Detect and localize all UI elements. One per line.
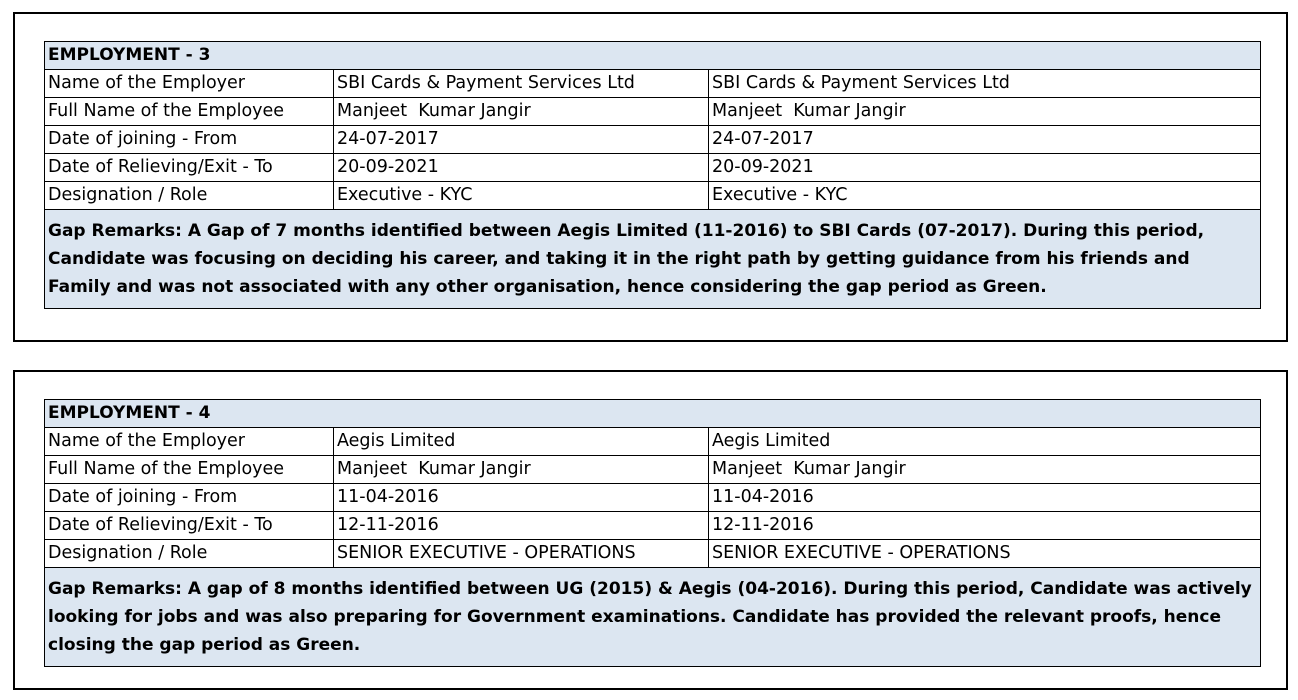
row-label: Full Name of the Employee xyxy=(45,98,334,126)
remarks-row xyxy=(45,568,1261,667)
row-value-1: 20-09-2021 xyxy=(334,154,709,182)
row-value-1: Manjeet Kumar Jangir xyxy=(334,98,709,126)
row-value-2: 11-04-2016 xyxy=(709,484,1261,512)
row-label: Date of joining - From xyxy=(45,484,334,512)
row-value-2: Aegis Limited xyxy=(709,428,1261,456)
row-value-1: 24-07-2017 xyxy=(334,126,709,154)
row-value-1: SENIOR EXECUTIVE - OPERATIONS xyxy=(334,540,709,568)
table-row xyxy=(45,512,1261,540)
section-header-row xyxy=(45,400,1261,428)
row-label: Date of Relieving/Exit - To xyxy=(45,154,334,182)
table-row xyxy=(45,428,1261,456)
table-row xyxy=(45,456,1261,484)
table-row xyxy=(45,70,1261,98)
employment-3-table xyxy=(44,41,1261,309)
remarks-row xyxy=(45,210,1261,309)
row-value-2: SENIOR EXECUTIVE - OPERATIONS xyxy=(709,540,1261,568)
row-value-2: Manjeet Kumar Jangir xyxy=(709,98,1261,126)
table-row xyxy=(45,540,1261,568)
section-title: EMPLOYMENT - 3 xyxy=(45,42,1261,70)
table-row xyxy=(45,98,1261,126)
row-value-1: 11-04-2016 xyxy=(334,484,709,512)
row-value-2: SBI Cards & Payment Services Ltd xyxy=(709,70,1261,98)
section-header-row xyxy=(45,42,1261,70)
employment-4-panel xyxy=(13,370,1288,690)
table-row xyxy=(45,484,1261,512)
row-value-2: 24-07-2017 xyxy=(709,126,1261,154)
employment-4-table xyxy=(44,399,1261,667)
section-title: EMPLOYMENT - 4 xyxy=(45,400,1261,428)
row-value-1: SBI Cards & Payment Services Ltd xyxy=(334,70,709,98)
row-value-2: 12-11-2016 xyxy=(709,512,1261,540)
row-value-2: Executive - KYC xyxy=(709,182,1261,210)
row-label: Date of joining - From xyxy=(45,126,334,154)
gap-remarks: Gap Remarks: A Gap of 7 months identified between Aegis Limited (11-2016) to SBI Cards (07-2017). During this period, Candidate was focusing on deciding his career, and taking it in the right path by getting guidance from his friends and Family and was not associated with any other organisation, hence considering the gap period as Green. xyxy=(45,210,1261,309)
row-label: Name of the Employer xyxy=(45,70,334,98)
table-row xyxy=(45,182,1261,210)
row-value-1: Executive - KYC xyxy=(334,182,709,210)
row-value-1: Manjeet Kumar Jangir xyxy=(334,456,709,484)
employment-3-panel xyxy=(13,12,1288,342)
row-label: Name of the Employer xyxy=(45,428,334,456)
row-value-2: 20-09-2021 xyxy=(709,154,1261,182)
row-value-1: Aegis Limited xyxy=(334,428,709,456)
table-row xyxy=(45,126,1261,154)
row-label: Designation / Role xyxy=(45,540,334,568)
table-row xyxy=(45,154,1261,182)
row-label: Full Name of the Employee xyxy=(45,456,334,484)
gap-remarks: Gap Remarks: A gap of 8 months identified between UG (2015) & Aegis (04-2016). During this period, Candidate was actively looking for jobs and was also preparing for Government examinations. Candidate has provided the relevant proofs, hence closing the gap period as Green. xyxy=(45,568,1261,667)
row-label: Date of Relieving/Exit - To xyxy=(45,512,334,540)
row-label: Designation / Role xyxy=(45,182,334,210)
row-value-2: Manjeet Kumar Jangir xyxy=(709,456,1261,484)
row-value-1: 12-11-2016 xyxy=(334,512,709,540)
